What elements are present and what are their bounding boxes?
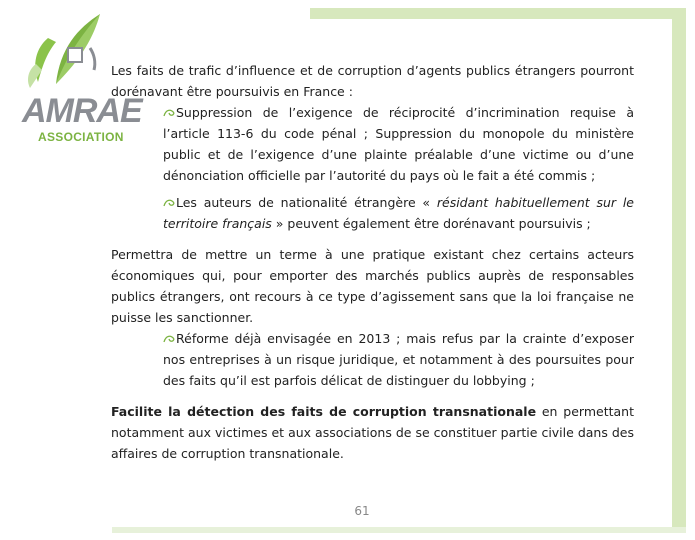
slide-content <box>111 60 634 464</box>
curl-bullet-icon <box>163 334 175 344</box>
top-decor-bar <box>310 8 686 19</box>
third-paragraph <box>111 401 634 464</box>
bullet-text: Suppression de l’exigence de réciprocité d’incrimination requise à l’article 113-6 du code pénal ; Suppression du monopole du ministère public et de l’exigence d’une plainte préalable d’une victime ou d’une dénonciation officielle par l’autorité du pays où le fait a été commis ; <box>163 105 634 183</box>
second-paragraph: Permettra de mettre un terme à une pratique existant chez certains acteurs économiques qui, pour emporter des marchés publics auprès de responsables publics étrangers, ont recours à ce type d’agissement sans que la loi française ne puisse les sanctionner. <box>111 247 634 325</box>
bullet-text-italic: résidant habituellement sur le territoire français <box>163 195 634 231</box>
bullet-text: Réforme déjà envisagée en 2013 ; mais refus par la crainte d’exposer nos entreprises à un risque juridique, et notamment à des poursuites pour des faits qu’il est parfois délicat de distinguer du lobbying ; <box>163 331 634 388</box>
right-decor-bar <box>672 8 686 532</box>
bottom-decor-bar <box>112 527 686 533</box>
logo-wordmark: AMRAE <box>22 92 142 130</box>
third-paragraph-bold: Facilite la détection des faits de corruption transnationale <box>111 404 537 419</box>
bullet-text-end: » peuvent également être dorénavant poursuivis ; <box>271 216 591 231</box>
intro-paragraph: Les faits de trafic d’influence et de corruption d’agents publics étrangers pourront dorénavant être poursuivis en France : <box>111 63 634 99</box>
third-paragraph-rest: en permettant notamment aux victimes et aux associations de se constituer partie civile dans des affaires de corruption transnationale. <box>111 404 634 461</box>
bullet-item <box>163 328 634 391</box>
amrae-logo <box>8 8 142 144</box>
page-number: 61 <box>354 504 370 518</box>
logo-leaf-icon <box>8 8 108 98</box>
bullet-item <box>163 102 634 186</box>
bullet-text-start: Les auteurs de nationalité étrangère « <box>176 195 437 210</box>
logo-subtitle: ASSOCIATION <box>38 130 124 144</box>
curl-bullet-icon <box>163 108 175 118</box>
curl-bullet-icon <box>163 198 175 208</box>
bullet-item <box>163 192 634 234</box>
